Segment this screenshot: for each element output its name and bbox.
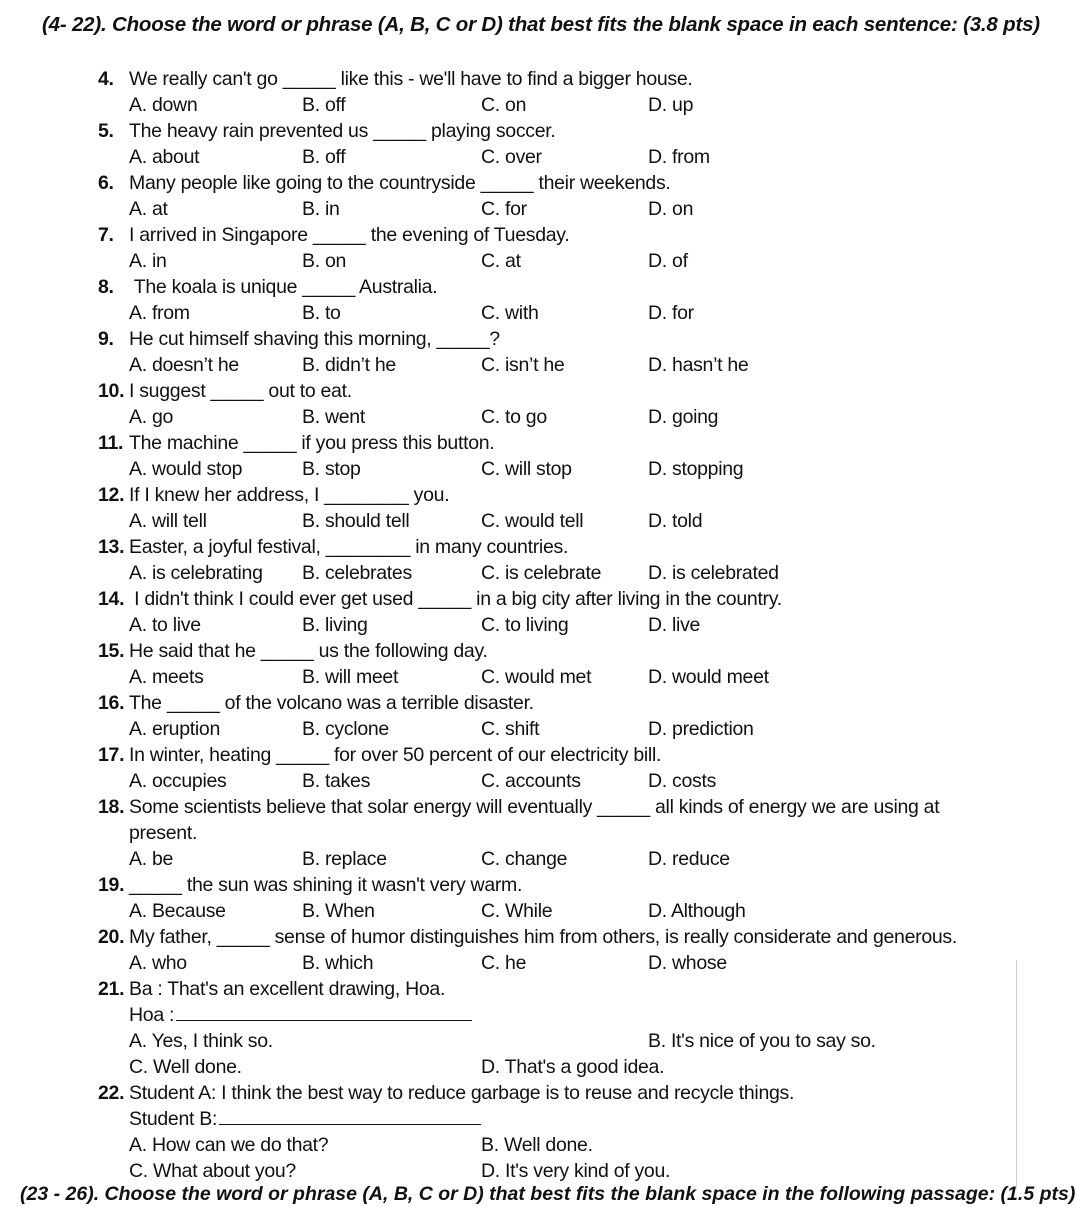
question-item xyxy=(98,326,998,378)
question-stem: The heavy rain prevented us _____ playing soccer. xyxy=(129,120,556,142)
question-item xyxy=(98,274,998,326)
question-item xyxy=(98,118,998,170)
option-b[interactable]: B. It's nice of you to say so. xyxy=(648,1030,876,1052)
question-item xyxy=(98,430,998,482)
option-d[interactable]: D. on xyxy=(648,198,694,220)
option-c[interactable]: C. is celebrate xyxy=(481,562,602,584)
option-c[interactable]: C. to living xyxy=(481,614,569,636)
question-line xyxy=(98,1080,998,1106)
question-item xyxy=(98,872,998,924)
option-c[interactable]: C. will stop xyxy=(481,458,572,480)
answer-options xyxy=(98,768,998,794)
option-a[interactable]: A. at xyxy=(129,198,168,220)
option-a[interactable]: A. go xyxy=(129,406,174,428)
question-stem: Some scientists believe that solar energy will eventually _____ all kinds of energy we are using at xyxy=(129,796,940,818)
question-line xyxy=(98,170,998,196)
option-c[interactable]: C. for xyxy=(481,198,527,220)
option-b[interactable]: B. off xyxy=(302,94,346,116)
option-a[interactable]: A. to live xyxy=(129,614,201,636)
answer-options xyxy=(98,196,998,222)
dialogue-question-item xyxy=(98,1080,998,1184)
question-item xyxy=(98,638,998,690)
option-b[interactable]: B. in xyxy=(302,198,340,220)
question-line xyxy=(98,924,998,950)
question-stem: He said that he _____ us the following day. xyxy=(129,640,488,662)
question-stem: If I knew her address, I ________ you. xyxy=(129,484,450,506)
page-edge-line xyxy=(1016,960,1017,1188)
question-line xyxy=(98,482,998,508)
question-number: 22. xyxy=(98,1082,125,1104)
answer-options xyxy=(98,950,998,976)
question-stem-continued: present. xyxy=(129,822,198,844)
option-b[interactable]: B. replace xyxy=(302,848,387,870)
option-c[interactable]: C. accounts xyxy=(481,770,581,792)
option-b[interactable]: B. should tell xyxy=(302,510,410,532)
question-line xyxy=(98,378,998,404)
option-c[interactable]: C. While xyxy=(481,900,553,922)
option-b[interactable]: B. which xyxy=(302,952,374,974)
question-stem: My father, _____ sense of humor distinguishes him from others, is really considerate and generous. xyxy=(129,926,957,948)
question-line xyxy=(98,690,998,716)
answer-options xyxy=(98,846,998,872)
option-b[interactable]: B. to xyxy=(302,302,341,324)
question-number: 13. xyxy=(98,536,125,558)
answer-options xyxy=(98,300,998,326)
dialogue-question-item xyxy=(98,976,998,1080)
option-a[interactable]: A. down xyxy=(129,94,198,116)
question-number: 10. xyxy=(98,380,125,402)
question-number: 17. xyxy=(98,744,125,766)
question-number: 4. xyxy=(98,68,114,90)
question-stem: The koala is unique _____ Australia. xyxy=(129,276,438,298)
option-a[interactable]: A. doesn’t he xyxy=(129,354,239,376)
response-blank[interactable] xyxy=(176,1002,472,1021)
question-line xyxy=(98,66,998,92)
option-a[interactable]: A. is celebrating xyxy=(129,562,263,584)
question-number: 15. xyxy=(98,640,125,662)
answer-options xyxy=(98,560,998,586)
answer-options xyxy=(98,404,998,430)
question-line xyxy=(98,430,998,456)
question-line xyxy=(98,742,998,768)
option-a[interactable]: A. Yes, I think so. xyxy=(129,1030,273,1052)
question-item xyxy=(98,690,998,742)
next-section-heading-text: (23 - 26). Choose the word or phrase (A, B, C or D) that best fits the blank space in the following passage: (1.5 pts) xyxy=(20,1183,1075,1205)
response-blank[interactable] xyxy=(219,1106,481,1125)
option-a[interactable]: A. How can we do that? xyxy=(129,1134,329,1156)
question-number: 8. xyxy=(98,276,114,298)
option-a[interactable]: A. be xyxy=(129,848,174,870)
option-b[interactable]: B. takes xyxy=(302,770,371,792)
option-c[interactable]: C. Well done. xyxy=(129,1056,242,1078)
option-d[interactable]: D. from xyxy=(648,146,710,168)
question-item xyxy=(98,170,998,222)
question-number: 20. xyxy=(98,926,125,948)
option-b[interactable]: B. will meet xyxy=(302,666,399,688)
question-item xyxy=(98,924,998,976)
question-line xyxy=(98,976,998,1002)
option-d[interactable]: D. for xyxy=(648,302,694,324)
question-line xyxy=(98,118,998,144)
option-d[interactable]: D. whose xyxy=(648,952,727,974)
question-number: 19. xyxy=(98,874,125,896)
option-c[interactable]: C. isn’t he xyxy=(481,354,565,376)
option-b[interactable]: B. When xyxy=(302,900,375,922)
response-speaker-label: Student B: xyxy=(129,1108,218,1130)
question-stem: I didn't think I could ever get used _____ in a big city after living in the country. xyxy=(129,588,782,610)
question-item xyxy=(98,586,998,638)
option-c[interactable]: C. on xyxy=(481,94,527,116)
question-line xyxy=(98,534,998,560)
option-d[interactable]: D. is celebrated xyxy=(648,562,779,584)
option-d[interactable]: D. of xyxy=(648,250,688,272)
option-a[interactable]: A. from xyxy=(129,302,190,324)
option-d[interactable]: D. live xyxy=(648,614,701,636)
answer-options xyxy=(98,716,998,742)
option-a[interactable]: A. would stop xyxy=(129,458,243,480)
option-c[interactable]: C. to go xyxy=(481,406,547,428)
option-b[interactable]: B. cyclone xyxy=(302,718,389,740)
option-d[interactable]: D. It's very kind of you. xyxy=(481,1160,671,1182)
question-list xyxy=(98,66,998,1184)
question-stem: The _____ of the volcano was a terrible disaster. xyxy=(129,692,534,714)
section-heading: (4- 22). Choose the word or phrase (A, B, C or D) that best fits the blank space in each sentence: (3.8 pts) xyxy=(42,13,1040,36)
option-d[interactable]: D. told xyxy=(648,510,703,532)
question-stem: He cut himself shaving this morning, _____? xyxy=(129,328,500,350)
option-c[interactable]: C. with xyxy=(481,302,539,324)
question-item xyxy=(98,222,998,274)
option-a[interactable]: A. eruption xyxy=(129,718,221,740)
option-a[interactable]: A. in xyxy=(129,250,167,272)
question-item xyxy=(98,66,998,118)
option-d[interactable]: D. hasn’t he xyxy=(648,354,749,376)
option-c[interactable]: C. over xyxy=(481,146,542,168)
option-b[interactable]: B. living xyxy=(302,614,368,636)
question-line xyxy=(98,638,998,664)
question-number: 16. xyxy=(98,692,125,714)
answer-options xyxy=(98,92,998,118)
response-speaker-label: Hoa : xyxy=(129,1004,175,1026)
question-number: 14. xyxy=(98,588,125,610)
question-number: 7. xyxy=(98,224,114,246)
question-item xyxy=(98,482,998,534)
option-a[interactable]: A. Because xyxy=(129,900,226,922)
answer-options-row xyxy=(98,1028,998,1054)
question-line xyxy=(98,274,998,300)
option-b[interactable]: B. Well done. xyxy=(481,1134,593,1156)
option-b[interactable]: B. stop xyxy=(302,458,361,480)
question-line xyxy=(98,586,998,612)
question-line xyxy=(98,794,998,820)
dialogue-prompt: Ba : That's an excellent drawing, Hoa. xyxy=(129,978,446,1000)
option-c[interactable]: C. would met xyxy=(481,666,592,688)
option-d[interactable]: D. reduce xyxy=(648,848,730,870)
option-d[interactable]: D. up xyxy=(648,94,694,116)
option-d[interactable]: D. That's a good idea. xyxy=(481,1056,665,1078)
answer-options-row xyxy=(98,1054,998,1080)
option-c[interactable]: C. would tell xyxy=(481,510,584,532)
option-c[interactable]: C. shift xyxy=(481,718,540,740)
question-number: 9. xyxy=(98,328,114,350)
question-item xyxy=(98,378,998,430)
option-c[interactable]: C. at xyxy=(481,250,521,272)
question-stem: In winter, heating _____ for over 50 percent of our electricity bill. xyxy=(129,744,662,766)
option-b[interactable]: B. didn’t he xyxy=(302,354,396,376)
option-c[interactable]: C. he xyxy=(481,952,527,974)
dialogue-prompt: Student A: I think the best way to reduce garbage is to reuse and recycle things. xyxy=(129,1082,795,1104)
question-number: 11. xyxy=(98,432,124,454)
answer-options-row xyxy=(98,1132,998,1158)
option-b[interactable]: B. on xyxy=(302,250,347,272)
option-a[interactable]: A. about xyxy=(129,146,200,168)
question-number: 12. xyxy=(98,484,125,506)
question-stem: I suggest _____ out to eat. xyxy=(129,380,352,402)
answer-options xyxy=(98,508,998,534)
option-b[interactable]: B. celebrates xyxy=(302,562,412,584)
response-line xyxy=(98,1002,998,1028)
answer-options xyxy=(98,898,998,924)
question-stem: Many people like going to the countryside _____ their weekends. xyxy=(129,172,671,194)
option-d[interactable]: D. Although xyxy=(648,900,746,922)
answer-options xyxy=(98,144,998,170)
option-d[interactable]: D. would meet xyxy=(648,666,769,688)
question-number: 6. xyxy=(98,172,114,194)
option-d[interactable]: D. stopping xyxy=(648,458,744,480)
question-line xyxy=(98,872,998,898)
question-stem: I arrived in Singapore _____ the evening of Tuesday. xyxy=(129,224,570,246)
option-b[interactable]: B. went xyxy=(302,406,365,428)
question-stem: Easter, a joyful festival, ________ in many countries. xyxy=(129,536,569,558)
option-a[interactable]: A. meets xyxy=(129,666,204,688)
question-item xyxy=(98,534,998,586)
response-line xyxy=(98,1106,998,1132)
answer-options xyxy=(98,456,998,482)
option-c[interactable]: C. change xyxy=(481,848,568,870)
option-d[interactable]: D. going xyxy=(648,406,719,428)
option-d[interactable]: D. costs xyxy=(648,770,717,792)
question-number: 21. xyxy=(98,978,125,1000)
question-item xyxy=(98,742,998,794)
question-stem: We really can't go _____ like this - we'll have to find a bigger house. xyxy=(129,68,693,90)
question-line xyxy=(98,222,998,248)
next-section-heading-cutoff xyxy=(0,1181,1075,1205)
option-a[interactable]: A. occupies xyxy=(129,770,227,792)
answer-options xyxy=(98,352,998,378)
question-line xyxy=(98,326,998,352)
answer-options xyxy=(98,248,998,274)
option-d[interactable]: D. prediction xyxy=(648,718,754,740)
option-b[interactable]: B. off xyxy=(302,146,346,168)
option-a[interactable]: A. will tell xyxy=(129,510,207,532)
answer-options xyxy=(98,612,998,638)
question-item xyxy=(98,794,998,872)
option-a[interactable]: A. who xyxy=(129,952,187,974)
question-number: 5. xyxy=(98,120,114,142)
question-stem: _____ the sun was shining it wasn't very warm. xyxy=(129,874,523,896)
answer-options xyxy=(98,664,998,690)
question-stem: The machine _____ if you press this button. xyxy=(129,432,495,454)
question-number: 18. xyxy=(98,796,125,818)
option-c[interactable]: C. What about you? xyxy=(129,1160,296,1182)
